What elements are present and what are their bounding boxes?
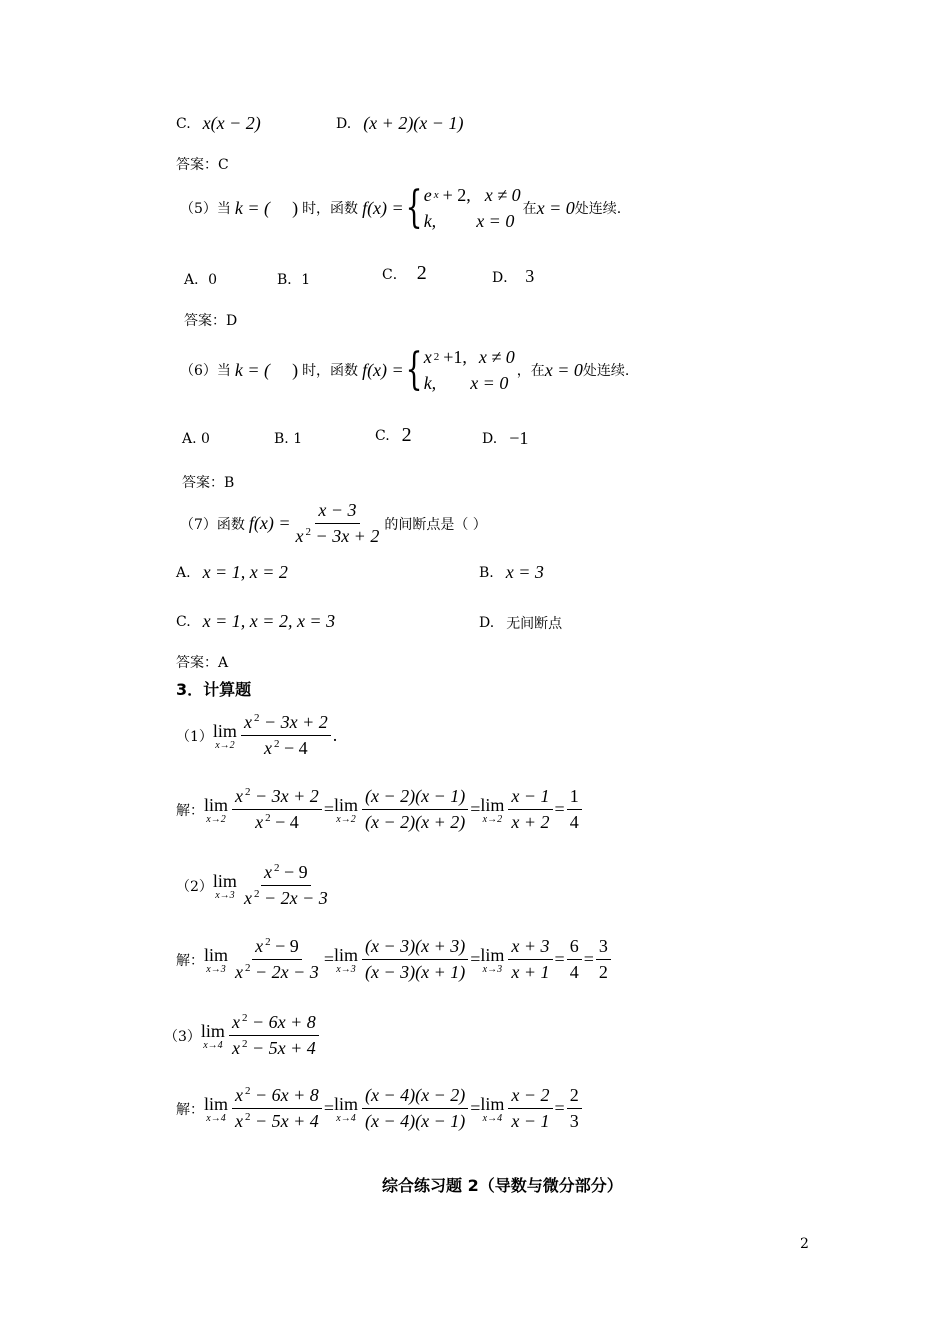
fraction [232,1085,322,1132]
limit-operator [204,945,228,975]
lim-subscript: x→3 [482,963,503,975]
base: x [255,812,264,832]
numerator: x − 2 [508,1085,552,1109]
base: x [231,1012,240,1032]
denominator: (x − 3)(x + 1) [364,962,466,982]
denominator: 3 [569,1111,579,1131]
fraction [232,786,322,833]
question-7 [180,500,487,547]
problem-label: （3） [164,1028,201,1045]
denominator [252,810,302,833]
solution-label: 解： [176,802,204,819]
equals-sign: = [554,799,565,819]
denominator-rest: − 5x + 4 [251,1038,316,1058]
limit-operator [213,871,237,901]
option-expression: x = 1, x = 2 [202,562,288,582]
denominator-rest: − 2x − 3 [255,962,319,982]
numerator: (x − 3)(x + 3) [362,936,468,960]
question-tail: 处连续. [582,363,630,379]
left-brace: { [405,182,423,233]
exponent: 2 [241,1038,248,1050]
denominator [232,960,322,983]
denominator [229,1036,319,1059]
base: x [295,526,304,546]
numerator-rest: − 6x + 8 [255,1085,319,1105]
q5-option-c [382,262,427,285]
case-2 [424,370,515,396]
option-expression: (x + 2)(x − 1) [363,113,464,133]
lim-subscript: x→3 [206,963,226,975]
numerator: 3 [596,936,611,960]
fraction [508,1085,552,1132]
q7-option-d [479,613,562,633]
equals-sign: = [323,949,334,969]
exponent: 2 [274,862,280,874]
limit-operator [480,795,504,825]
numerator [229,1012,319,1036]
question-5 [180,182,621,234]
equals-sign: = [470,799,481,819]
calc-problem-1 [176,712,337,759]
exponent: 2 [245,1085,251,1097]
q6-option-d [482,428,528,449]
calc-solution-3 [176,1085,584,1132]
option-text: 无间断点 [506,616,563,632]
option-label: C. [176,613,191,630]
option-expression: x(x − 2) [202,113,261,133]
equals-sign: = [470,1098,481,1118]
function-symbol: f(x) = [248,513,291,533]
problem-label: （1） [176,728,213,745]
lim-subscript: x→3 [215,889,235,901]
answer-4: 答案：C [176,157,229,173]
fraction [508,786,552,833]
answer-7: 答案：A [176,655,229,671]
exponent: 2 [265,936,271,948]
case-1 [424,344,515,370]
exponent: 2 [245,962,251,974]
case-power: x [433,189,439,201]
lim-word: lim [333,944,358,965]
calc-problem-3 [164,1012,321,1059]
case-power: 2 [433,351,440,363]
lim-word: lim [333,1093,358,1114]
numerator: 6 [567,936,582,960]
numerator [241,712,331,736]
lim-subscript: x→4 [336,1112,356,1124]
numerator [232,786,322,810]
lim-word: lim [204,794,229,815]
lim-subscript: x→2 [482,813,503,825]
option-value: −1 [509,428,529,448]
option-label: D. [482,430,498,447]
option-label: A. [176,564,191,581]
limit-operator [213,721,237,751]
fraction [567,786,582,833]
base: x [235,1111,244,1131]
numerator-rest: − 9 [275,936,299,956]
continuity-point: x = 0 [544,359,583,380]
k-expression: k = ( [234,359,271,380]
denominator: 4 [569,962,579,982]
denominator: (x − 4)(x − 1) [364,1111,466,1131]
equals-sign: = [323,1098,334,1118]
q6-option-c [375,424,412,447]
limit-operator [334,1094,358,1124]
denominator [261,736,311,759]
question-suffix: 在 [522,201,537,217]
denominator [232,1109,322,1132]
answer-5: 答案：D [184,313,238,329]
case-cond: x ≠ 0 [478,347,515,367]
fraction [229,1012,319,1059]
denominator: x − 1 [511,1111,550,1131]
case-cond: x ≠ 0 [484,185,521,205]
base: x [243,712,252,732]
denominator: x + 1 [511,962,550,982]
denominator-rest: − 4 [275,812,299,832]
denominator: 4 [569,812,579,832]
base: x [264,738,272,758]
calc-solution-1 [176,786,584,833]
fraction [567,1085,582,1132]
lim-word: lim [212,870,237,891]
lim-subscript: x→3 [336,963,356,975]
lim-word: lim [204,1093,229,1114]
option-label: C. [375,427,390,444]
next-section-title: 综合练习题 2（导数与微分部分） [382,1176,623,1195]
denominator: (x − 2)(x + 2) [364,812,466,832]
numerator [232,1085,322,1109]
denominator [241,886,331,909]
option-label: C． [382,266,407,283]
case-expr: k, [423,373,437,393]
solution-label: 解： [176,1101,204,1118]
section-title: 3．计算题 [176,680,252,699]
k-close-paren: ) [292,197,299,218]
option-label: D. [479,615,495,631]
exponent: 2 [265,812,271,824]
exponent: 2 [253,888,260,900]
numerator-rest: − 3x + 2 [263,712,328,732]
calc-solution-2 [176,936,613,983]
lim-word: lim [200,1020,225,1041]
fraction [362,1085,468,1132]
page-number: 2 [800,1236,809,1252]
solution-label: 解： [176,952,204,969]
fraction [241,712,331,759]
lim-subscript: x→4 [482,1112,503,1124]
numerator: 2 [567,1085,582,1109]
case-cond: x = 0 [470,373,509,393]
fraction [362,936,468,983]
numerator: 1 [567,786,582,810]
case-rest: + 2, [442,185,471,205]
piecewise-cases [424,344,515,396]
question-prefix: （6）当 [180,363,231,379]
base: x [255,936,264,956]
exponent: 2 [274,738,280,750]
lim-word: lim [480,944,505,965]
calc-problem-2 [176,862,333,909]
base: x [264,862,272,882]
lim-subscript: x→4 [206,1112,226,1124]
option-expression: x = 3 [505,562,544,582]
q5-option-a: A．0 [184,272,218,288]
exponent: 2 [305,526,312,538]
q6-option-a: A. 0 [182,431,210,447]
case-1 [424,182,521,208]
lim-word: lim [204,944,229,965]
numerator-rest: − 6x + 8 [251,1012,316,1032]
exponent: 2 [241,1012,248,1024]
case-expr: x [423,347,432,367]
equals-sign: = [554,1098,565,1118]
equals-sign: = [323,799,334,819]
numerator: x − 1 [508,786,552,810]
q5-option-d [492,266,534,287]
numerator-rest: − 9 [284,862,308,882]
numerator: x − 3 [315,500,359,524]
continuity-point: x = 0 [536,197,575,218]
option-c-prev [176,113,261,134]
lim-subscript: x→4 [203,1039,223,1051]
option-value: 2 [416,262,427,284]
lim-word: lim [480,1093,505,1114]
exponent: 2 [245,1111,251,1123]
lim-subscript: x→2 [336,813,356,825]
question-suffix: 的间断点是（ ） [384,516,487,533]
exponent: 2 [245,786,251,798]
denominator: 2 [598,962,608,982]
lim-subscript: x→2 [215,739,235,751]
piecewise-cases [424,182,521,234]
limit-operator [480,945,504,975]
base: x [235,1085,244,1105]
base: x [231,1038,240,1058]
lim-word: lim [333,794,358,815]
base: x [235,962,244,982]
fraction [362,786,468,833]
denominator-rest: − 4 [284,738,308,758]
denominator-rest: − 3x + 2 [315,526,380,546]
limit-operator [334,795,358,825]
case-rest: +1, [443,347,467,367]
option-label: C. [176,115,191,132]
numerator: (x − 4)(x − 2) [362,1085,468,1109]
numerator [261,862,311,886]
exponent: 2 [253,712,260,724]
fraction [567,936,582,983]
fraction [241,862,331,909]
option-expression: x = 1, x = 2, x = 3 [202,611,336,631]
equals-sign: = [470,949,481,969]
k-close-paren: ) [292,359,299,380]
function-symbol: f(x) = [362,197,404,218]
question-mid: 时，函数 [302,363,359,379]
question-6 [180,344,629,396]
lim-word: lim [212,720,237,741]
question-suffix: ，在 [516,363,545,379]
base: x [235,786,244,806]
case-2 [424,208,521,234]
q7-option-b [479,562,544,583]
lim-word: lim [480,794,505,815]
numerator: (x − 2)(x − 1) [362,786,468,810]
left-brace: { [405,344,423,395]
denominator-rest: − 5x + 4 [255,1111,319,1131]
q6-option-b: B. 1 [274,431,303,447]
limit-operator [204,795,228,825]
limit-operator [204,1094,228,1124]
denominator: x + 2 [511,812,550,832]
limit-operator [201,1021,225,1051]
denominator [293,524,383,547]
question-tail: 处连续. [574,201,622,217]
option-value: 3 [525,266,535,286]
answer-6: 答案：B [182,475,235,491]
q7-option-a [176,562,288,583]
function-symbol: f(x) = [362,359,404,380]
problem-label: （2） [176,878,213,895]
limit-operator [334,945,358,975]
period: . [332,725,338,745]
fraction [293,500,383,547]
fraction [232,936,322,983]
numerator-rest: − 3x + 2 [255,786,319,806]
option-value: 2 [401,424,412,446]
case-expr: e [423,185,432,205]
case-expr: k, [423,211,437,231]
option-d-prev [336,113,463,134]
fraction [596,936,611,983]
q7-option-c [176,611,335,632]
equals-sign: = [583,949,594,969]
limit-operator [480,1094,504,1124]
option-label: B. [479,564,494,581]
denominator-rest: − 2x − 3 [263,888,328,908]
option-label: D． [492,269,518,286]
case-cond: x = 0 [476,211,515,231]
equals-sign: = [554,949,565,969]
numerator: x + 3 [508,936,552,960]
numerator [252,936,302,960]
question-prefix: （7）函数 [180,516,245,533]
k-expression: k = ( [234,197,271,218]
question-mid: 时，函数 [302,201,359,217]
fraction [508,936,552,983]
base: x [243,888,252,908]
option-label: D. [336,115,352,132]
lim-subscript: x→2 [206,813,226,825]
question-prefix: （5）当 [180,201,231,217]
q5-option-b: B．1 [277,272,311,288]
